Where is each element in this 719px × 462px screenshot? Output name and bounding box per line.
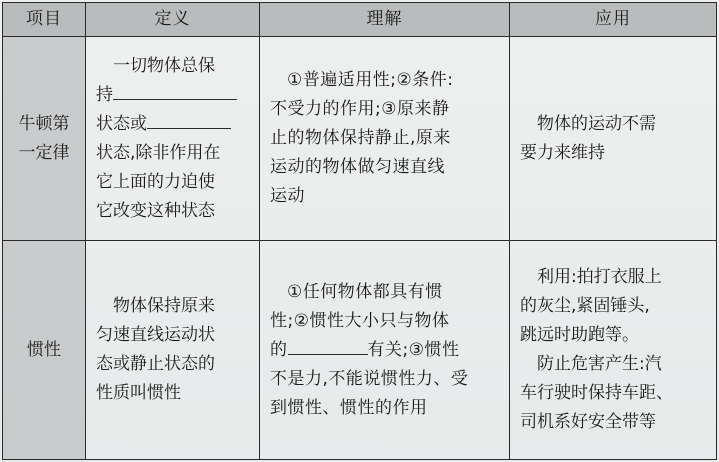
- understanding-cell-inertia: [260, 241, 510, 460]
- application-cell-newton: [510, 37, 717, 241]
- understanding-line: 运动的物体做匀速直线: [270, 157, 445, 177]
- application-line: 车行驶时保持车距、: [520, 383, 673, 403]
- application-line: 利用:拍打衣服上: [537, 267, 662, 287]
- definition-line: 态或静止状态的: [96, 354, 215, 374]
- definition-line: 状态,除非作用在: [96, 142, 221, 163]
- understanding-line: 不是力,不能说惯性力、受: [270, 368, 469, 389]
- header-row: [3, 3, 717, 37]
- knowledge-table: [2, 2, 717, 460]
- understanding-line: 到惯性、惯性的作用: [270, 397, 428, 418]
- header-understanding: 理解: [260, 3, 510, 37]
- application-cell-inertia: [510, 241, 717, 460]
- header-item: 项目: [3, 3, 86, 37]
- understanding-line: 运动: [270, 186, 305, 206]
- table-row: [3, 37, 717, 241]
- understanding-line: ①任何物体都具有惯: [287, 281, 443, 302]
- header-application: 应用: [510, 3, 717, 37]
- definition-line-with-blank: 持: [96, 81, 249, 110]
- definition-line: 物体保持原来: [113, 296, 215, 316]
- definition-line: 性质叫惯性: [96, 383, 181, 403]
- application-line: 防止危害产生:汽: [537, 354, 662, 374]
- header-definition: 定义: [86, 3, 260, 37]
- item-cell-inertia: [3, 241, 86, 460]
- application-line: 司机系好安全带等: [520, 412, 656, 432]
- fill-blank[interactable]: [288, 336, 368, 355]
- definition-cell-newton: [86, 37, 260, 241]
- item-cell-newton: [3, 37, 86, 241]
- definition-line-with-blank: 状态或: [96, 110, 249, 139]
- understanding-line: 止的物体保持静止,原来: [270, 128, 451, 148]
- definition-line: 一切物体总保: [113, 55, 215, 76]
- application-line: 物体的运动不需: [537, 113, 656, 134]
- item-label-line: 牛顿第: [18, 113, 70, 134]
- understanding-line: ①普遍适用性;②条件:: [287, 70, 454, 90]
- definition-line: 它上面的力迫使: [96, 171, 215, 192]
- fill-blank[interactable]: [147, 110, 231, 129]
- understanding-cell-newton: [260, 37, 510, 241]
- understanding-line: 性;②惯性大小只与物体: [270, 310, 450, 331]
- understanding-line-with-blank: 的 有关;③惯性: [270, 336, 499, 365]
- definition-cell-inertia: [86, 241, 260, 460]
- item-label-line: 惯性: [27, 339, 61, 360]
- application-line: 要力来维持: [520, 142, 605, 163]
- definition-line: 匀速直线运动状: [96, 325, 215, 345]
- table-row: [3, 241, 717, 460]
- definition-line: 它改变这种状态: [96, 200, 215, 221]
- fill-blank[interactable]: [113, 81, 237, 100]
- application-line: 跳远时助跑等。: [520, 325, 639, 345]
- application-line: 的灰尘,紧固锤头,: [520, 296, 650, 316]
- understanding-line: 不受力的作用;③原来静: [270, 99, 450, 119]
- item-label-line: 一定律: [18, 142, 70, 163]
